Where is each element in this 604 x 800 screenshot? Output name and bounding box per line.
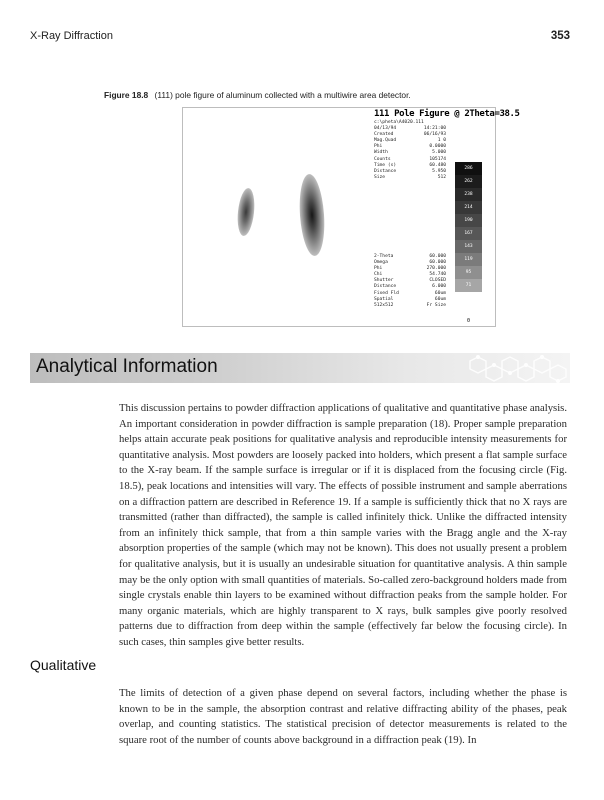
pole-figure-param-value: 60um [434,296,446,302]
pole-figure-param-value: 54.740 [429,272,446,278]
intensity-scale-cell: 71 [455,279,482,292]
pole-figure-param-value: 0.0000 [429,144,446,150]
pole-figure-param-value: 512 [437,174,446,180]
figure-caption-label: Figure 18.8 [104,90,149,100]
intensity-scale-cell: 214 [455,201,482,214]
pole-figure-param-key: Distance [374,168,397,174]
pole-figure-header: 111 Pole Figure @ 2Theta=38.5 [374,109,520,119]
section-title: Analytical Information [36,356,218,377]
pole-figure-param-key: Created [374,132,394,138]
pole-figure-param-value: 6.000 [432,284,446,290]
pole-figure-param-value: 06/16/93 [423,132,446,138]
running-head [30,30,570,46]
pole-figure-param-key: 2-Theta [374,254,394,259]
pole-figure-param-value: Fr Size [426,302,446,308]
pole-figure-param-value: 105174 [429,156,446,162]
pole-figure-param-value: 14:21:00 [423,126,446,132]
pole-figure-param-key: Mag.Quad [374,138,397,144]
pole-figure-param-key: Shutter [374,278,394,284]
intensity-scale-cell: 238 [455,188,482,201]
intensity-scale-bar [455,162,482,292]
pole-figure-param-value: 270.000 [426,266,446,272]
pole-figure-param-key: Omega [374,260,388,266]
pole-figure-param-value: 60.000 [429,260,446,266]
subheading-qualitative: Qualitative [30,657,97,673]
pole-figure-image [182,107,520,327]
pole-figure-param-key: Phi [374,266,383,272]
intensity-scale-cell: 286 [455,162,482,175]
intensity-scale-cell: 190 [455,214,482,227]
running-head-title: X-Ray Diffraction [30,30,113,42]
page-number: 353 [550,30,570,42]
pole-figure-blob-right [297,173,327,256]
intensity-scale-cell: 262 [455,175,482,188]
pole-figure-param-key: Size [374,174,386,180]
pole-figure-params-top [374,120,446,181]
pole-figure-param-value: CLOSED [429,278,446,284]
pole-figure-param-key: Time (s) [374,162,397,168]
pole-figure-param-value: 60.480 [429,162,446,168]
pole-figure-param-key: Phi [374,144,383,150]
section-header-band [30,353,570,383]
pole-figure-param-key: Width [374,150,388,156]
body-paragraph-1: This discussion pertains to powder diffraction applications of qualitative and quantitative phase analysis. An important consideration in powder diffraction is sample preparation (18). Proper sample preparation helps attain accurate peak positions for qualitative analysis and reproducible intensity measurements for quantitative analysis. Most powders are loosely packed into holders, which present a flat sample surface to the X-ray beam. If the sample surface is irregular or if it is displaced from the focusing circle (Fig. 18.5), peak locations and intensities will vary. The effects of possible instrument and sample aberrations on a diffraction pattern are described in Reference 19. If a sample is sufficiently thick that no X rays are transmitted (rather than diffracted), the sample is called infinitely thick. Unlike the diffracted intensity from an infinitely thick sample, that from a thin sample varies with the Bragg angle and the X-ray absorption properties of the sample (which may not be known). This does not usually present a problem for qualitative analysis, but it is usually an undesirable situation for quantitative analysis. A thin sample may be the only option with small quantities of materials. So-called zero-background holders made from single crystals enable thin layers to be examined without diffraction peaks from the sample holder. For many organic materials, which are highly transparent to X rays, bulk samples give poorly resolved patterns due to diffraction from deep within the sample (effectively far below the focusing circle). In such cases, thin samples give better results. [119,402,567,648]
pole-figure-param-value: 5.950 [432,168,446,174]
pole-figure-file: c:\pheta\A4020.111 [374,120,424,125]
pole-figure-param-key: 512x512 [374,302,394,308]
pole-figure-param-key: Spatial [374,296,394,302]
pole-figure-param-key: Chi [374,272,383,278]
intensity-scale-cell: 167 [455,227,482,240]
intensity-scale-zero: 0 [466,318,470,324]
body-paragraph-2: The limits of detection of a given phase depend on several factors, including whether the phase is known to be in the sample, the absorption contrast and relative diffracting ability of the phases, peak overlap, and counting statistics. The statistical precision of detector measurements is related to the square root of the number of counts above background in a diffraction peak (19). In [119,687,567,746]
pole-figure-param-value: 60.000 [429,254,446,259]
pole-figure-param-value: 1 0 [437,138,446,144]
pole-figure-param-row [374,175,446,181]
pole-figure-params-bottom [374,254,446,309]
figure-caption [104,90,564,100]
pole-figure-param-key: Counts [374,156,391,162]
pole-figure-param-value: 5.000 [432,150,446,156]
pole-figure-param-row [374,303,446,309]
pole-figure-param-key: Fixed Fld [374,290,399,296]
intensity-scale-cell: 119 [455,253,482,266]
figure-caption-text: (111) pole figure of aluminum collected with a multiwire area detector. [154,90,411,100]
pole-figure-blob-left [236,187,257,236]
intensity-scale-cell: 95 [455,266,482,279]
molecule-ornament [430,353,570,383]
pole-figure-param-value: 60um [434,290,446,296]
intensity-scale-cell: 143 [455,240,482,253]
pole-figure-param-key: 04/13/94 [374,126,397,132]
pole-figure-param-key: Distance [374,284,397,290]
